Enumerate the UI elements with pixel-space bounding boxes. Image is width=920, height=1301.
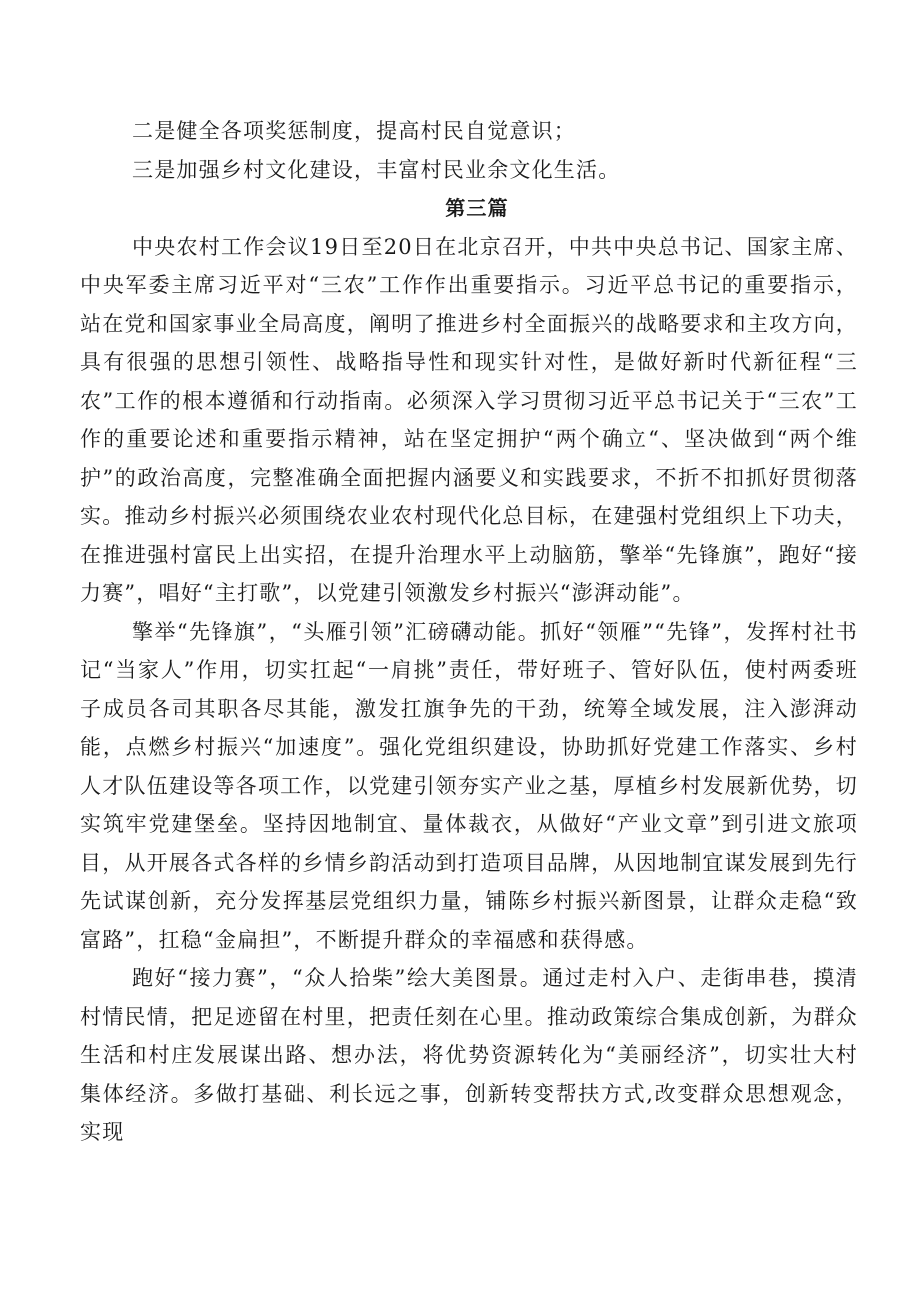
document-body bbox=[80, 112, 858, 1152]
list-item-3: 三是加强乡村文化建设，丰富村民业余文化生活。 bbox=[132, 157, 621, 182]
paragraph-3: 跑好“接力赛”，“众人拾柴”绘大美图景。通过走村入户、走街串巷，摸清村情民情，把足迹留在村里，把责任刻在心里。推动政策综合集成创新，为群众生活和村庄发展谋出路、想办法，将优势资源转化为“美丽经济”，切实壮大村集体经济。多做打基础、利长远之事，创新转变帮扶方式,改变群众思想观念，实现 bbox=[80, 966, 858, 1144]
paragraph-2: 擎举“先锋旗”，“头雁引领”汇磅礴动能。抓好“领雁”“先锋”，发挥村社书记“当家人”作用，切实扛起“一肩挑”责任，带好班子、管好队伍，使村两委班子成员各司其职各尽其能，激发扛旗争先的干劲，统筹全域发展，注入澎湃动能，点燃乡村振兴“加速度”。强化党组织建设，协助抓好党建工作落实、乡村人才队伍建设等各项工作，以党建引领夯实产业之基，厚植乡村发展新优势，切实筑牢党建堡垒。坚持因地制宜、量体裁衣，从做好“产业文章”到引进文旅项目，从开展各式各样的乡情乡韵活动到打造项目品牌，从因地制宜谋发展到先行先试谋创新，充分发挥基层党组织力量，铺陈乡村振兴新图景，让群众走稳“致富路”，扛稳“金扁担”，不断提升群众的幸福感和获得感。 bbox=[80, 619, 858, 952]
list-item-2: 二是健全各项奖惩制度，提高村民自觉意识； bbox=[132, 119, 576, 143]
section-title: 第三篇 bbox=[445, 196, 509, 220]
paragraph-1: 中央农村工作会议19日至20日在北京召开，中共中央总书记、国家主席、中央军委主席习近平对“三农”工作作出重要指示。习近平总书记的重要指示，站在党和国家事业全局高度，阐明了推进乡村全面振兴的战略要求和主攻方向，具有很强的思想引领性、战略指导性和现实针对性，是做好新时代新征程“三农”工作的根本遵循和行动指南。必须深入学习贯彻习近平总书记关于“三农”工作的重要论述和重要指示精神，站在坚定拥护“两个确立“、坚决做到“两个维护”的政治高度，完整准确全面把握内涵要义和实践要求，不折不扣抓好贯彻落实。推动乡村振兴必须围绕农业农村现代化总目标，在建强村党组织上下功夫，在推进强村富民上出实招，在提升治理水平上动脑筋，擎举“先锋旗”，跑好“接力赛”，唱好“主打歌”，以党建引领激发乡村振兴“澎湃动能”。 bbox=[80, 234, 858, 605]
